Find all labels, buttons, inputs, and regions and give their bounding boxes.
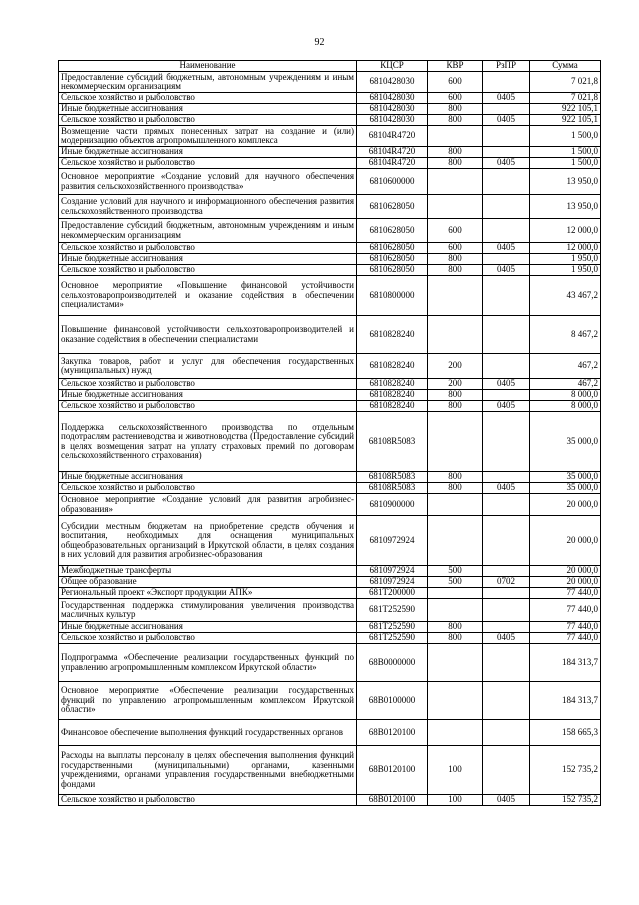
cell-rzpr [483, 104, 530, 115]
table-row [59, 494, 601, 516]
cell-rzpr: 0405 [483, 115, 530, 126]
cell-kcsr: 6810628050 [357, 265, 428, 276]
cell-kvr: 600 [428, 243, 483, 254]
table-row [59, 219, 601, 243]
cell-name: Иные бюджетные ассигнования [59, 147, 357, 158]
cell-kcsr: 68104R4720 [357, 158, 428, 169]
cell-sum: 20 000,0 [530, 577, 601, 588]
cell-sum: 8 000,0 [530, 401, 601, 412]
cell-name: Иные бюджетные ассигнования [59, 254, 357, 265]
cell-kcsr: 6810900000 [357, 494, 428, 516]
cell-kcsr: 6810972924 [357, 516, 428, 566]
table-row [59, 633, 601, 644]
cell-rzpr [483, 126, 530, 147]
cell-kvr: 800 [428, 483, 483, 494]
cell-rzpr: 0405 [483, 265, 530, 276]
cell-name: Иные бюджетные ассигнования [59, 104, 357, 115]
cell-name: Сельское хозяйство и рыболовство [59, 115, 357, 126]
cell-kvr [428, 599, 483, 622]
cell-kcsr: 6810800000 [357, 276, 428, 316]
table-row [59, 126, 601, 147]
cell-rzpr [483, 644, 530, 682]
cell-rzpr [483, 195, 530, 219]
table-row [59, 93, 601, 104]
cell-rzpr [483, 720, 530, 746]
cell-kvr: 800 [428, 147, 483, 158]
cell-kvr: 800 [428, 115, 483, 126]
cell-kcsr: 6810428030 [357, 72, 428, 93]
cell-sum: 184 313,7 [530, 644, 601, 682]
cell-kvr [428, 195, 483, 219]
table-header-row [59, 61, 601, 72]
cell-rzpr: 0702 [483, 577, 530, 588]
cell-rzpr [483, 494, 530, 516]
cell-name: Иные бюджетные ассигнования [59, 390, 357, 401]
cell-sum: 20 000,0 [530, 494, 601, 516]
table-body [59, 72, 601, 806]
page-number: 92 [314, 37, 325, 48]
cell-rzpr [483, 276, 530, 316]
cell-sum: 152 735,2 [530, 795, 601, 806]
cell-kvr [428, 412, 483, 472]
cell-sum: 184 313,7 [530, 682, 601, 720]
cell-kcsr: 6810828240 [357, 316, 428, 354]
cell-rzpr: 0405 [483, 483, 530, 494]
cell-name: Финансовое обеспечение выполнения функций государственных органов [59, 720, 357, 746]
table-row [59, 622, 601, 633]
cell-kvr: 600 [428, 219, 483, 243]
table-row [59, 599, 601, 622]
cell-sum: 12 000,0 [530, 219, 601, 243]
cell-kvr [428, 516, 483, 566]
cell-kcsr: 68104R4720 [357, 126, 428, 147]
cell-kvr [428, 316, 483, 354]
cell-kvr: 500 [428, 566, 483, 577]
cell-name: Субсидии местным бюджетам на приобретение средств обучения и воспитания, необходимых для оснащения муниципальных общеобразовательных организаций в Иркутской области, в целях создания в них условий для развития агробизнес-образования [59, 516, 357, 566]
table-row [59, 566, 601, 577]
table-row [59, 147, 601, 158]
cell-kcsr: 68108R5083 [357, 472, 428, 483]
cell-sum: 77 440,0 [530, 599, 601, 622]
cell-kcsr: 68В0100000 [357, 682, 428, 720]
cell-name: Повышение финансовой устойчивости сельхозтоваропроизводителей и оказание содействия в обеспечении специалистами [59, 316, 357, 354]
column-header-rzpr: РзПР [483, 61, 530, 72]
cell-sum: 1 500,0 [530, 147, 601, 158]
table-row [59, 254, 601, 265]
cell-kvr [428, 682, 483, 720]
cell-name: Поддержка сельскохозяйственного производства по отдельным подотраслям растениеводства и животноводства (Предоставление субсидий в целях возмещения затрат на уплату страховых премий по договорам сельскохозяйственного страхования) [59, 412, 357, 472]
cell-rzpr [483, 147, 530, 158]
cell-name: Сельское хозяйство и рыболовство [59, 243, 357, 254]
cell-kcsr: 68108R5083 [357, 412, 428, 472]
cell-sum: 922 105,1 [530, 104, 601, 115]
cell-sum: 77 440,0 [530, 622, 601, 633]
cell-kvr: 200 [428, 354, 483, 379]
cell-kvr: 800 [428, 390, 483, 401]
cell-kcsr: 6810600000 [357, 169, 428, 195]
table-row [59, 588, 601, 599]
cell-rzpr [483, 354, 530, 379]
cell-rzpr: 0405 [483, 795, 530, 806]
cell-kvr: 800 [428, 265, 483, 276]
cell-kvr [428, 169, 483, 195]
cell-rzpr: 0405 [483, 401, 530, 412]
cell-kcsr: 68В0120100 [357, 795, 428, 806]
table-row [59, 390, 601, 401]
cell-name: Межбюджетные трансферты [59, 566, 357, 577]
table-row [59, 265, 601, 276]
cell-kcsr: 6810628050 [357, 195, 428, 219]
cell-kcsr: 6810628050 [357, 219, 428, 243]
table-row [59, 316, 601, 354]
cell-name: Предоставление субсидий бюджетным, автономным учреждениям и иным некоммерческим организациям [59, 219, 357, 243]
cell-kvr [428, 720, 483, 746]
table-row [59, 276, 601, 316]
cell-sum: 13 950,0 [530, 195, 601, 219]
cell-kcsr: 681T252590 [357, 633, 428, 644]
table-row [59, 483, 601, 494]
cell-name: Сельское хозяйство и рыболовство [59, 401, 357, 412]
cell-name: Возмещение части прямых понесенных затрат на создание и (или) модернизацию объектов агропромышленного комплекса [59, 126, 357, 147]
table-row [59, 720, 601, 746]
cell-sum: 35 000,0 [530, 412, 601, 472]
cell-rzpr [483, 412, 530, 472]
cell-name: Основное мероприятие «Повышение финансовой устойчивости сельхозтоваропроизводителей и оказание содействия в обеспечении специалистами» [59, 276, 357, 316]
cell-sum: 12 000,0 [530, 243, 601, 254]
cell-sum: 35 000,0 [530, 472, 601, 483]
cell-kcsr: 681T252590 [357, 622, 428, 633]
cell-name: Основное мероприятие «Создание условий для научного обеспечения развития сельскохозяйственного производства» [59, 169, 357, 195]
cell-name: Создание условий для научного и информационного обеспечения развития сельскохозяйственного производства [59, 195, 357, 219]
cell-kcsr: 6810628050 [357, 254, 428, 265]
cell-kcsr: 6810972924 [357, 566, 428, 577]
table-row [59, 195, 601, 219]
cell-name: Иные бюджетные ассигнования [59, 622, 357, 633]
cell-kcsr: 6810628050 [357, 243, 428, 254]
table-row [59, 412, 601, 472]
cell-name: Предоставление субсидий бюджетным, автономным учреждениям и иным некоммерческим организациям [59, 72, 357, 93]
cell-rzpr [483, 746, 530, 795]
cell-name: Сельское хозяйство и рыболовство [59, 633, 357, 644]
cell-sum: 77 440,0 [530, 633, 601, 644]
cell-sum: 1 950,0 [530, 265, 601, 276]
cell-rzpr [483, 169, 530, 195]
cell-rzpr: 0405 [483, 379, 530, 390]
cell-rzpr [483, 472, 530, 483]
table-row [59, 746, 601, 795]
cell-name: Подпрограмма «Обеспечение реализации государственных функций по управлению агропромышленным комплексом Иркутской области» [59, 644, 357, 682]
table-row [59, 243, 601, 254]
cell-sum: 158 665,3 [530, 720, 601, 746]
cell-name: Закупка товаров, работ и услуг для обеспечения государственных (муниципальных) нужд [59, 354, 357, 379]
cell-kcsr: 68108R5083 [357, 483, 428, 494]
cell-kcsr: 6810428030 [357, 93, 428, 104]
cell-kcsr: 68В0000000 [357, 644, 428, 682]
table-row [59, 401, 601, 412]
cell-kvr [428, 588, 483, 599]
cell-kvr: 800 [428, 104, 483, 115]
cell-kvr: 800 [428, 633, 483, 644]
cell-kcsr: 6810972924 [357, 577, 428, 588]
cell-kvr: 200 [428, 379, 483, 390]
cell-rzpr [483, 622, 530, 633]
cell-kcsr: 6810828240 [357, 390, 428, 401]
cell-sum: 467,2 [530, 354, 601, 379]
table-row [59, 115, 601, 126]
column-header-sum: Сумма [530, 61, 601, 72]
table-row [59, 104, 601, 115]
table-row [59, 682, 601, 720]
table-row [59, 577, 601, 588]
cell-rzpr [483, 682, 530, 720]
cell-sum: 1 500,0 [530, 126, 601, 147]
cell-kvr: 800 [428, 158, 483, 169]
cell-kvr: 800 [428, 622, 483, 633]
cell-kcsr: 6810828240 [357, 354, 428, 379]
cell-sum: 1 950,0 [530, 254, 601, 265]
table-row [59, 516, 601, 566]
cell-name: Сельское хозяйство и рыболовство [59, 93, 357, 104]
cell-kvr: 800 [428, 472, 483, 483]
cell-name: Основное мероприятие «Создание условий для развития агробизнес-образования» [59, 494, 357, 516]
table-row [59, 158, 601, 169]
cell-rzpr [483, 316, 530, 354]
cell-kcsr: 68В0120100 [357, 720, 428, 746]
column-header-kvr: КВР [428, 61, 483, 72]
cell-name: Основное мероприятие «Обеспечение реализации государственных функций по управлению агропромышленным комплексом Иркутской области» [59, 682, 357, 720]
table-row [59, 644, 601, 682]
cell-sum: 20 000,0 [530, 516, 601, 566]
table-row [59, 379, 601, 390]
cell-name: Государственная поддержка стимулирования увеличения производства масличных культур [59, 599, 357, 622]
cell-sum: 7 021,8 [530, 93, 601, 104]
cell-name: Региональный проект «Экспорт продукции АПК» [59, 588, 357, 599]
cell-sum: 7 021,8 [530, 72, 601, 93]
cell-rzpr [483, 516, 530, 566]
cell-name: Сельское хозяйство и рыболовство [59, 795, 357, 806]
cell-name: Общее образование [59, 577, 357, 588]
cell-rzpr [483, 566, 530, 577]
cell-name: Сельское хозяйство и рыболовство [59, 379, 357, 390]
budget-table [58, 60, 601, 806]
cell-rzpr [483, 72, 530, 93]
cell-kvr [428, 644, 483, 682]
cell-kvr: 100 [428, 746, 483, 795]
column-header-kcsr: КЦСР [357, 61, 428, 72]
cell-kcsr: 6810428030 [357, 104, 428, 115]
cell-kvr: 100 [428, 795, 483, 806]
cell-sum: 77 440,0 [530, 588, 601, 599]
cell-sum: 20 000,0 [530, 566, 601, 577]
cell-name: Сельское хозяйство и рыболовство [59, 265, 357, 276]
cell-kcsr: 681T200000 [357, 588, 428, 599]
cell-rzpr: 0405 [483, 93, 530, 104]
cell-kvr: 800 [428, 254, 483, 265]
cell-rzpr: 0405 [483, 158, 530, 169]
cell-kcsr: 68104R4720 [357, 147, 428, 158]
cell-sum: 8 000,0 [530, 390, 601, 401]
cell-sum: 922 105,1 [530, 115, 601, 126]
cell-name: Иные бюджетные ассигнования [59, 472, 357, 483]
cell-sum: 467,2 [530, 379, 601, 390]
cell-kvr [428, 494, 483, 516]
cell-kcsr: 6810828240 [357, 401, 428, 412]
cell-rzpr [483, 254, 530, 265]
cell-kcsr: 68В0120100 [357, 746, 428, 795]
table-row [59, 472, 601, 483]
cell-rzpr [483, 599, 530, 622]
cell-kvr: 600 [428, 72, 483, 93]
cell-kvr: 800 [428, 401, 483, 412]
cell-rzpr [483, 390, 530, 401]
cell-kcsr: 6810428030 [357, 115, 428, 126]
cell-rzpr: 0405 [483, 243, 530, 254]
cell-kvr: 600 [428, 93, 483, 104]
cell-kvr [428, 126, 483, 147]
cell-kcsr: 681T252590 [357, 599, 428, 622]
cell-rzpr [483, 219, 530, 243]
cell-sum: 35 000,0 [530, 483, 601, 494]
cell-rzpr: 0405 [483, 633, 530, 644]
cell-sum: 8 467,2 [530, 316, 601, 354]
table-row [59, 354, 601, 379]
cell-sum: 152 735,2 [530, 746, 601, 795]
table-row [59, 72, 601, 93]
cell-kcsr: 6810828240 [357, 379, 428, 390]
cell-kvr [428, 276, 483, 316]
cell-rzpr [483, 588, 530, 599]
table-row [59, 169, 601, 195]
table-row [59, 795, 601, 806]
column-header-name: Наименование [59, 61, 357, 72]
cell-name: Сельское хозяйство и рыболовство [59, 483, 357, 494]
cell-name: Расходы на выплаты персоналу в целях обеспечения выполнения функций государственными (муниципальными) органами, казенными учреждениями, органами управления государственными внебюджетными фондами [59, 746, 357, 795]
cell-name: Сельское хозяйство и рыболовство [59, 158, 357, 169]
cell-kvr: 500 [428, 577, 483, 588]
cell-sum: 1 500,0 [530, 158, 601, 169]
cell-sum: 13 950,0 [530, 169, 601, 195]
cell-sum: 43 467,2 [530, 276, 601, 316]
